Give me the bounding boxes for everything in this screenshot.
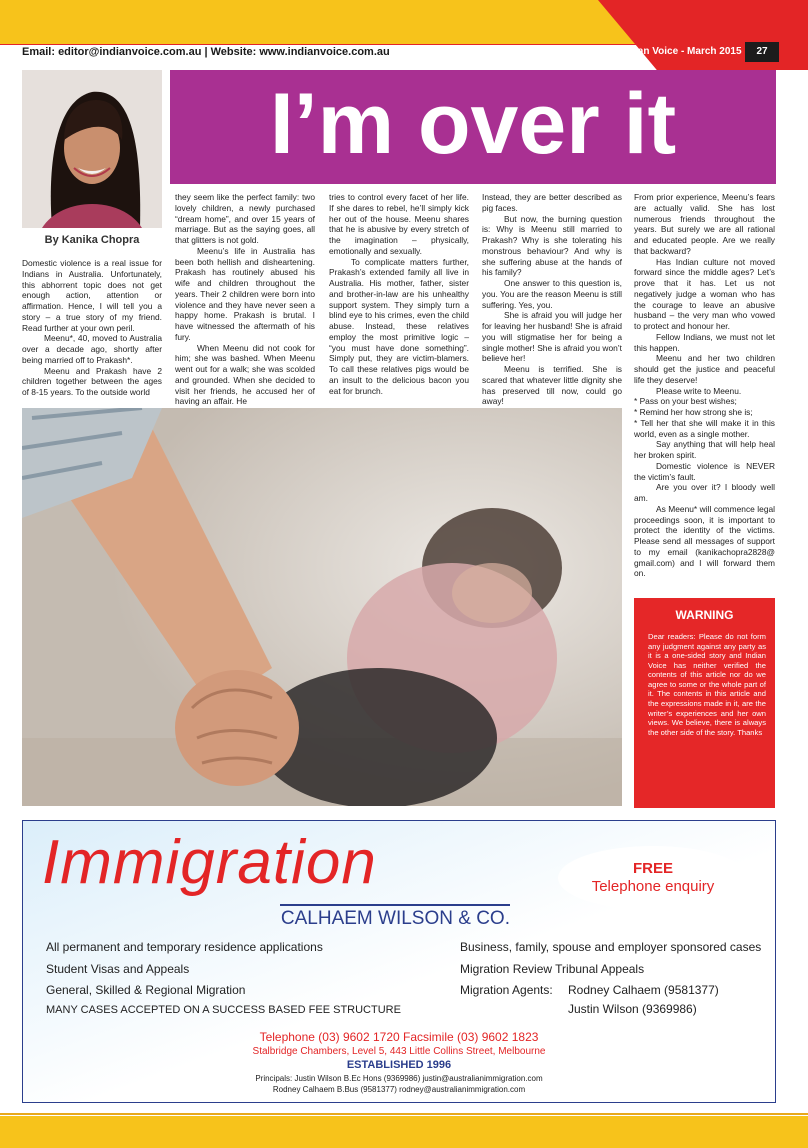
paragraph: Meenu*, 40, moved to Australia over a decade ago, shortly after being married off to Prakash*.	[22, 333, 162, 365]
page-number: 27	[745, 42, 779, 62]
footer-stripe	[0, 1113, 808, 1115]
ad-agent: Justin Wilson (9369986)	[568, 1002, 697, 1016]
paragraph: Are you over it? I bloody well am.	[634, 482, 775, 503]
paragraph: Meenu and her two children should get the justice and peaceful life they deserve!	[634, 353, 775, 385]
ad-service-item: All permanent and temporary residence applications	[46, 940, 323, 954]
article-column-3	[329, 192, 469, 396]
paragraph: Please write to Meenu.	[656, 385, 742, 396]
article-column-2	[175, 192, 315, 407]
ad-principals: Rodney Calhaem B.Bus (9581377) rodney@australianimmigration.com	[272, 1085, 526, 1094]
article-column-4	[482, 192, 622, 407]
ad-phone-fax: Telephone (03) 9602 1720 Facsimile (03) 9602 1823	[259, 1030, 539, 1044]
ad-established: ESTABLISHED 1996	[346, 1059, 452, 1071]
author-photo	[22, 70, 162, 228]
paragraph: As Meenu* will commence legal proceedings soon, it is important to protect the identity of the victims. Please send all messages of support to my email (kanikachopra2828@ gmail.com) and I will forward them on.	[634, 503, 775, 579]
article-column-1	[22, 258, 162, 398]
paragraph: Instead, they are better described as pig faces.	[482, 192, 622, 213]
paragraph: Meenu and Prakash have 2 children together between the ages of 8-15 years. To the outside world	[22, 365, 162, 397]
paragraph: She is afraid you will judge her for leaving her husband! She is afraid you will stigmatise her for being a single mother! She is afraid you won’t believe her!	[482, 310, 622, 364]
ad-service-item: General, Skilled & Regional Migration	[46, 983, 246, 997]
ad-service-item: Business, family, spouse and employer sponsored cases	[460, 940, 762, 954]
paragraph: Domestic violence is NEVER the victim’s fault.	[634, 460, 775, 482]
ad-company-name: CALHAEM WILSON & CO.	[280, 904, 510, 932]
ad-agents-label: Migration Agents:	[460, 983, 553, 997]
ad-agent: Rodney Calhaem (9581377)	[568, 983, 719, 997]
ad-address: Stalbridge Chambers, Level 5, 443 Little Collins Street, Melbourne	[252, 1046, 546, 1057]
footer-band	[0, 1116, 808, 1148]
header-contact: Email: editor@indianvoice.com.au | Website: www.indianvoice.com.au	[22, 46, 390, 58]
paragraph: Has Indian culture not moved forward since the middle ages? Let’s prove that it has. Let us not negatively judge a woman who has the courage to leave an abusive husband – the very man who vowed to protect and honour her.	[634, 256, 775, 331]
author-portrait-image	[22, 70, 162, 228]
ad-service-item: Migration Review Tribunal Appeals	[460, 962, 645, 976]
paragraph: Fellow Indians, we must not let this happen.	[634, 331, 775, 353]
bullet-item: * Pass on your best wishes;	[634, 396, 737, 407]
paragraph: When Meenu did not cook for him; she was bashed. When Meenu went out for a walk; she was scolded and grounded. When she decided to visit her friends, he accused her of having an affair. He	[175, 342, 315, 407]
article-column-5	[634, 192, 775, 579]
article-title: I’m over it	[269, 76, 677, 172]
publication-date: Indian Voice - March 2015	[620, 46, 742, 57]
ad-service-item: Student Visas and Appeals	[46, 962, 190, 976]
paragraph: Meenu is terrified. She is scared that whatever little dignity she has preserved till now, could go away!	[482, 364, 622, 407]
paragraph: they seem like the perfect family: two lovely children, a newly purchased “dream home”, and over 15 years of marriage. But as the saying goes, all that glitters is not gold.	[175, 192, 315, 245]
warning-text: Dear readers: Please do not form any judgment against any party as it is a one-sided story and Indian Voice has neither verified the contents of this article nor do we agree to some or the whole part of it. The contents in this article and the expressions made in it, are the writer’s experiences and her own views. We believe, there is always the other side of the story. Thanks	[648, 632, 766, 737]
warning-heading: WARNING	[675, 608, 734, 622]
byline: By Kanika Chopra	[44, 234, 140, 246]
paragraph: But now, the burning question is: Why is Meenu still married to Prakash? Why is she tolerating his monstrous behaviour? And why is she suffering abuse at the hands of his family?	[482, 213, 622, 278]
ad-fee-note: MANY CASES ACCEPTED ON A SUCCESS BASED FEE STRUCTURE	[46, 1004, 401, 1016]
paragraph: One answer to this question is, you. You are the reason Meenu is still suffering. Yes, you.	[482, 278, 622, 310]
article-photo	[22, 408, 622, 806]
ad-telephone-enquiry: Telephone enquiry	[591, 878, 715, 895]
paragraph: Meenu’s life in Australia has been both hellish and disheartening. Prakash has routinely abused his wife and children throughout the years. Their 2 children were born into violence and they have never seen a happy home. Prakash is brutal. I have witnessed the aftermath of his fury.	[175, 245, 315, 342]
ad-free-label: FREE	[632, 860, 673, 877]
bullet-item: * Remind her how strong she is;	[634, 407, 753, 417]
ad-principals: Principals: Justin Wilson B.Ec Hons (9369986) justin@australianimmigration.com	[255, 1074, 543, 1083]
ad-title: Immigration	[42, 828, 377, 897]
bullet-item: * Tell her that she will make it in this world, even as a single mother.	[634, 417, 775, 439]
domestic-violence-image	[22, 408, 622, 806]
paragraph: From prior experience, Meenu’s fears are actually valid. She has lost numerous friends throughout the years. But surely we are all rational and educated people. Are we really that backward?	[634, 192, 775, 256]
paragraph: tries to control every facet of her life. If she dares to rebel, he’ll simply kick her out of the house. Meenu shares that he is abusive by every stretch of the imagination – physically, emotionally and sexually.	[329, 192, 469, 256]
header-divider	[0, 44, 808, 45]
paragraph: To complicate matters further, Prakash’s extended family all live in Australia. His mother, father, sister and brother-in-law are his unhealthy support system. They simply turn a blind eye to his crimes, even the child abuse. Instead, these relatives employ the most primitive logic – “you must have done something”. Simply put, they are victim-blamers. To call these relatives pigs would be an insult to the delicious bacon you eat for brunch.	[329, 256, 469, 396]
paragraph: Say anything that will help heal her broken spirit.	[634, 439, 775, 460]
paragraph: Domestic violence is a real issue for Indians in Australia. Unfortunately, this abhorrent topic does not get enough action, attention or affirmation. Hence, I will tell you a story – a true story of my friend. Read further at your own peril.	[22, 258, 162, 333]
